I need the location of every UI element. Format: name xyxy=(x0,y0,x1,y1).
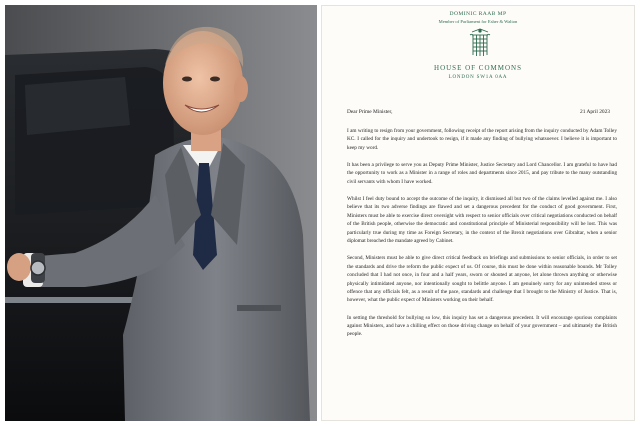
salutation: Dear Prime Minister, xyxy=(347,109,393,115)
portcullis-crest-icon xyxy=(469,28,491,58)
letterhead-address: LONDON SW1A 0AA xyxy=(448,75,508,80)
letterhead-name: DOMINIC RAAB MP xyxy=(449,11,507,17)
resignation-letter xyxy=(321,5,635,421)
portrait-photo xyxy=(5,5,317,421)
paragraph-5: In setting the threshold for bullying so low, this inquiry has set a dangerous precedent. It will encourage spurious complaints against Ministers, and have a chilling effect on those driving change on behalf of your government – and ultimately the British people. xyxy=(347,314,617,338)
letterhead-subtitle: Member of Parliament for Esher & Walton xyxy=(438,19,518,24)
letterhead-house: HOUSE OF COMMONS xyxy=(434,64,522,72)
paragraph-2: It has been a privilege to serve you as Deputy Prime Minister, Justice Secretary and Lord Chancellor. I am grateful to have had the opportunity to work as a Minister in a range of roles and departments since 2015, and pay tribute to the many outstanding civil servants with whom I have worked. xyxy=(347,161,617,185)
paragraph-3: Whilst I feel duty bound to accept the outcome of the inquiry, it dismissed all but two of the claims levelled against me. I also believe that its two adverse findings are flawed and set a dangerous precedent for the conduct of good government. First, Ministers must be able to exercise direct oversight with respect to senior officials over critical negotiations conducted on behalf of the British people, otherwise the democratic and constitutional principle of Ministerial responsibility will be lost. This was particularly true during my time as Foreign Secretary, in the context of the Brexit negotiations over Gibraltar, when a senior diplomat breached the mandate agreed by Cabinet. xyxy=(347,195,617,245)
paragraph-1: I am writing to resign from your government, following receipt of the report arising from the inquiry conducted by Adam Tolley KC. I called for the inquiry and undertook to resign, if it made any finding of bullying whatsoever. I believe it is important to keep my word. xyxy=(347,128,617,151)
letter-body xyxy=(347,127,617,347)
photo-panel xyxy=(5,5,317,421)
letter-date: 21 April 2023 xyxy=(580,109,610,115)
paragraph-4: Second, Ministers must be able to give direct critical feedback on briefings and submissions to senior officials, in order to set the standards and drive the reform the public expect of us. Of course, this must be done within reasonable bounds. Mr Tolley concluded that I had not once, in four and a half years, sworn or shouted at anyone, let alone thrown anything or otherwise physically intimidated anyone, nor intentionally sought to belittle anyone. I am genuinely sorry for any unintended stress or offence that any officials felt, as a result of the pace, standards and challenge that I brought to the Ministry of Justice. That is, however, what the public expect of Ministers working on their behalf. xyxy=(347,255,617,304)
